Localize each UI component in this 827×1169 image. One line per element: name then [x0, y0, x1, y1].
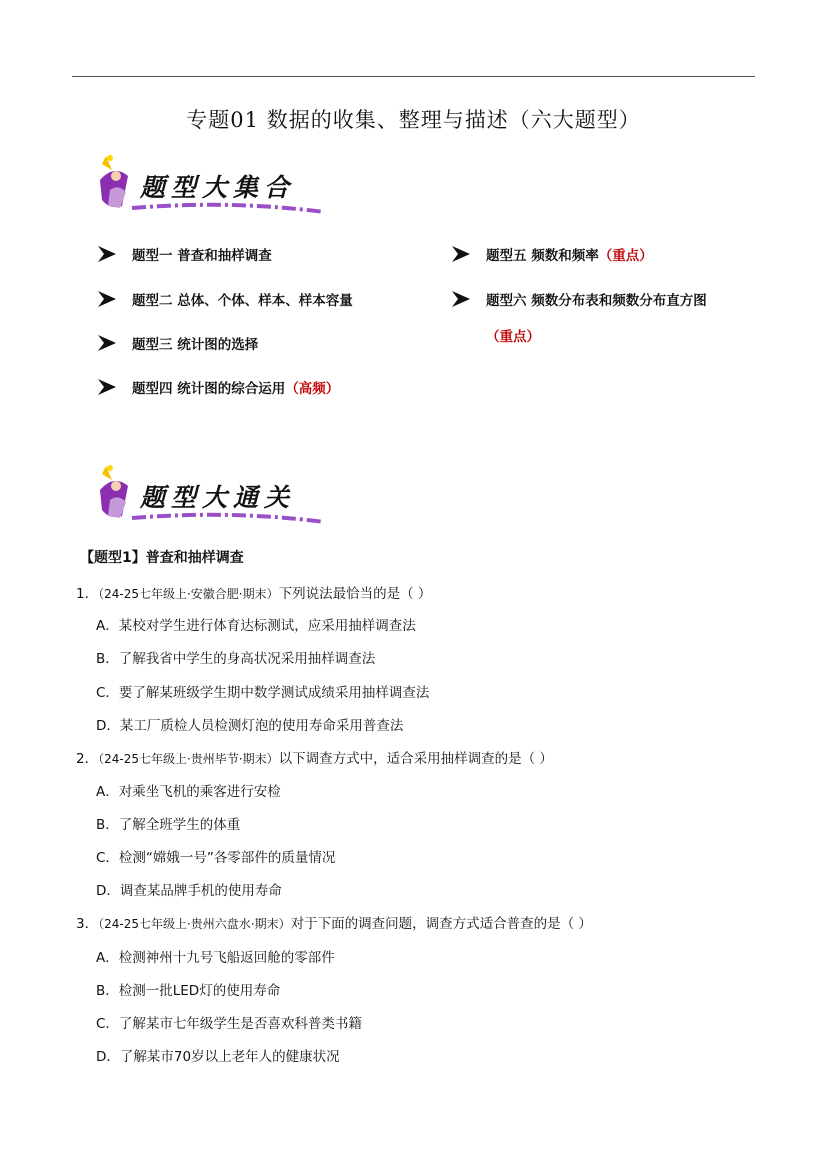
key-point-tag: （重点） [486, 329, 540, 345]
type-item-5[interactable] [452, 244, 653, 264]
option-a[interactable]: A．检测神州十九号飞船返回舱的零部件 [96, 950, 335, 966]
question-2 [76, 747, 553, 767]
type-item-6[interactable] [452, 289, 707, 309]
page-title: 专题01 数据的收集、整理与描述（六大题型） [186, 108, 641, 132]
question-source: （24-25七年级上·贵州毕节·期末） [98, 752, 279, 766]
type-item-1[interactable] [98, 244, 272, 264]
key-point-tag: （重点） [598, 248, 653, 264]
arrow-bullet-icon [98, 379, 116, 395]
type-item-4[interactable] [98, 377, 339, 397]
type-item-label: 题型三 统计图的选择 [132, 337, 259, 353]
option-b[interactable]: B．了解我省中学生的身高状况采用抽样调查法 [96, 651, 376, 667]
question-stem: 对于下面的调查问题，调查方式适合普查的是（ ） [290, 916, 592, 932]
option-a[interactable]: A．某校对学生进行体育达标测试，应采用抽样调查法 [96, 618, 416, 634]
option-c[interactable]: C．检测“嫦娥一号”各零部件的质量情况 [96, 850, 336, 866]
type-item-label: 题型四 统计图的综合运用 [132, 381, 286, 397]
question-stem: 以下调查方式中，适合采用抽样调查的是（ ） [278, 751, 553, 767]
question-number: 2． [76, 751, 99, 767]
option-c[interactable]: C．要了解某班级学生期中数学测试成绩采用抽样调查法 [96, 685, 430, 701]
type-item-label: 题型五 频数和频率 [486, 248, 599, 264]
option-b[interactable]: B．了解全班学生的体重 [96, 817, 241, 833]
option-b[interactable]: B．检测一批LED灯的使用寿命 [96, 983, 281, 999]
frequency-tag: （高频） [285, 381, 340, 397]
arrow-bullet-icon [452, 246, 470, 262]
banner-question-practice [92, 460, 332, 532]
header-rule [72, 76, 755, 77]
question-1 [76, 582, 431, 602]
option-c[interactable]: C．了解某市七年级学生是否喜欢科普类书籍 [96, 1016, 362, 1032]
question-source: （24-25七年级上·贵州六盘水·期末） [98, 917, 291, 931]
type-item-label: 题型二 总体、个体、样本、样本容量 [132, 293, 353, 309]
arrow-bullet-icon [98, 335, 116, 351]
question-3 [76, 912, 592, 932]
question-source: （24-25七年级上·安徽合肥·期末） [98, 587, 279, 601]
type-item-label: 题型一 普查和抽样调查 [132, 248, 272, 264]
section-heading: 【题型1】普查和抽样调查 [80, 550, 244, 566]
option-d[interactable]: D．调查某品牌手机的使用寿命 [96, 883, 282, 899]
option-a[interactable]: A．对乘坐飞机的乘客进行安检 [96, 784, 281, 800]
arrow-bullet-icon [98, 246, 116, 262]
option-d[interactable]: D．了解某市70岁以上老年人的健康状况 [96, 1049, 340, 1065]
question-number: 1． [76, 586, 99, 602]
banner-title: 题型大通关 [140, 483, 296, 512]
type-item-3[interactable] [98, 333, 258, 353]
banner-title: 题型大集合 [140, 173, 296, 202]
type-item-label: 题型六 频数分布表和频数分布直方图 [486, 293, 707, 309]
question-number: 3． [76, 916, 99, 932]
banner-question-types [92, 150, 332, 222]
arrow-bullet-icon [98, 291, 116, 307]
type-item-2[interactable] [98, 289, 353, 309]
question-stem: 下列说法最恰当的是（ ） [278, 586, 432, 602]
arrow-bullet-icon [452, 291, 470, 307]
option-d[interactable]: D．某工厂质检人员检测灯泡的使用寿命采用普查法 [96, 718, 404, 734]
